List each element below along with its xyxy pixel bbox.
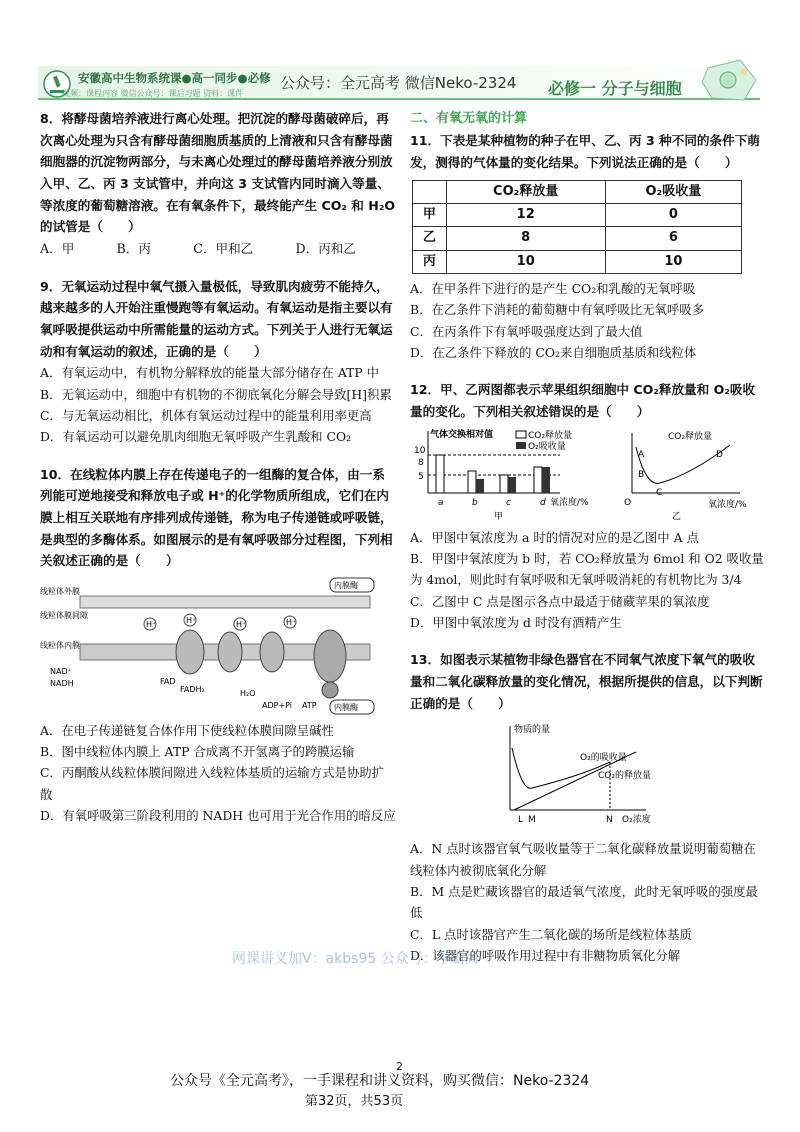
- left-column: [40, 108, 396, 826]
- q13-stem: 13．如图表示某植物非绿色器官在不同氧气浓度下氧气的吸收量和二氧化碳释放量的变化情况，根据所提供的信息，以下判断正确的是（ ）: [410, 652, 763, 711]
- mid-watermark: 网课讲义加V：akbs95 公众号：学霸阁: [232, 951, 479, 967]
- q11-option-c: C．在丙条件下有氧呼吸强度达到了最大值: [410, 323, 643, 339]
- fig-yi-point: A: [638, 449, 645, 460]
- fig10-intermembrane-label: 线粒体膜间隙: [40, 610, 88, 620]
- fig-yi-point: D: [716, 449, 723, 460]
- table-cell: 乙: [413, 227, 447, 250]
- fig13-curve-o2: O₂的吸收量: [580, 753, 627, 764]
- q8-option-b: B．丙: [116, 240, 151, 256]
- section-title: 二、有氧无氧的计算: [410, 111, 528, 126]
- module-title: 必修一 分子与细胞: [548, 79, 682, 98]
- q8-option-a: A．甲: [40, 240, 75, 256]
- q11-option-d: D．在乙条件下释放的 CO₂来自细胞质基质和线粒体: [410, 345, 697, 361]
- header-title: 安徽高中生物系统课●高一同步●必修: [78, 71, 271, 85]
- q8-stem: 8．将酵母菌培养液进行离心处理。把沉淀的酵母菌破碎后，再次离心处理为只含有酵母菌细胞质基质的上清液和只含有酵母菌细胞器的沉淀物两部分，与未离心处理过的酵母菌培养液分别放入甲、乙、丙 3 支试管中，并向这 3 支试管内同时滴入等量、等浓度的葡萄糖溶液。在有氧条件下，最终能产生 CO₂ 和 H₂O 的试管是（ ）: [40, 111, 396, 235]
- fig-yi-origin: O: [624, 497, 632, 508]
- table-cell: 0: [605, 204, 741, 227]
- q9-option-c: C．与无氧运动相比，机体有氧运动过程中的能量利用率更高: [40, 407, 372, 423]
- svg-text:H⁺: H⁺: [146, 619, 157, 629]
- right-column: [410, 108, 766, 966]
- q9-stem: 9．无氧运动过程中氧气摄入量极低，导致肌肉疲劳不能持久，越来越多的人开始注重慢跑等有氧运动。有氧运动是指主要以有氧呼吸提供运动中所需能量的运动方式。下列关于人进行无氧运动和有氧运动的叙述，正确的是（ ）: [40, 278, 393, 359]
- fig10-fad-label: FAD: [160, 676, 176, 686]
- fig-jia-ytick: 5: [418, 471, 424, 482]
- q9-option-d: D．有氧运动可以避免肌肉细胞无氧呼吸产生乳酸和 CO₂: [40, 429, 352, 445]
- svg-text:H⁺: H⁺: [286, 617, 297, 627]
- q13-option-b: B．M 点是贮藏该器官的最适氧气浓度，此时无氧呼吸的强度最低: [410, 884, 758, 921]
- fig10-nadh-label: NADH: [50, 678, 74, 688]
- fig-jia-xlabel: d: [540, 497, 546, 508]
- q11-option-a: A．在甲条件下进行的是产生 CO₂和乳酸的无氧呼吸: [410, 281, 696, 297]
- q11-stem: 11．下表是某种植物的种子在甲、乙、丙 3 种不同的条件下萌发，测得的气体量的变化结果。下列说法正确的是（ ）: [410, 133, 760, 171]
- header-subtitle: 视频：课程内容 微信公众号：课后习题 资料：课件: [62, 89, 244, 98]
- fig-jia-legend-co2: CO₂释放量: [528, 430, 572, 441]
- table-cell: 8: [446, 227, 605, 250]
- fig-yi-caption: 乙: [672, 511, 682, 522]
- fig10-nad-label: NAD⁺: [50, 666, 72, 676]
- fig-jia-ylabel: 气体交换相对值: [430, 429, 494, 440]
- q9-option-a: A．有氧运动中，有机物分解释放的能量大部分储存在 ATP 中: [40, 365, 380, 381]
- q12-option-a: A．甲图中氧浓度为 a 时的情况对应的是乙图中 A 点: [410, 529, 699, 545]
- table-cell: 10: [605, 250, 741, 273]
- q12-option-b: B．甲图中氧浓度为 b 时，若 CO₂释放量为 6mol 和 O2 吸收量为 4mol，则此时有氧呼吸和无氧呼吸消耗的有机物比为 3/4: [410, 551, 764, 588]
- table-header-cell: CO₂释放量: [446, 180, 605, 203]
- q10-stem: 10．在线粒体内膜上存在传递电子的一组酶的复合体，由一系列能可逆地接受和释放电子或 H⁺的化学物质所组成，它们在内膜上相互关联地有序排列成传递链，称为电子传递链或呼吸链，是典型的多酶体系。如图展示的是有氧呼吸部分过程图，下列相关叙述正确的是（ ）: [40, 466, 393, 569]
- table-cell: 丙: [413, 250, 447, 273]
- footer-line-1: 公众号《全元高考》，一手课程和讲义资料，购买微信：Neko-2324: [170, 1073, 590, 1089]
- q12-stem: 12．甲、乙两图都表示苹果组织细胞中 CO₂释放量和 O₂吸收量的变化。下列相关叙述错误的是（ ）: [410, 382, 756, 420]
- fig-jia-caption: 甲: [494, 511, 504, 522]
- fig-jia-xlabel: a: [438, 497, 444, 508]
- fig-yi-label: CO₂释放量: [668, 431, 712, 442]
- footer-line-2: 第32页，共53页: [305, 1094, 404, 1109]
- fig-jia-xaxis: 氧浓度/%: [550, 497, 589, 508]
- table-row: [413, 204, 742, 227]
- table-header-row: [413, 180, 742, 203]
- fig10-atp-label: ATP: [302, 700, 317, 710]
- fig-yi-xaxis: 氧浓度/%: [708, 499, 747, 510]
- q10-option-d: D．有氧呼吸第三阶段利用的 NADH 也可用于光合作用的暗反应: [40, 808, 396, 824]
- q11-table: [412, 180, 742, 274]
- fig-jia-ytick: 8: [418, 457, 424, 468]
- q10-option-c: C．丙酮酸从线粒体膜间隙进入线粒体基质的运输方式是协助扩散: [40, 765, 385, 802]
- q12-option-c: C．乙图中 C 点是图示各点中最适于储藏苹果的氧浓度: [410, 593, 710, 609]
- fig10-enzyme-label-bottom: 内膜酶: [334, 702, 358, 712]
- electron-transport-figure: [40, 576, 380, 716]
- svg-text:H⁺: H⁺: [186, 615, 197, 625]
- page-number: 2: [396, 1060, 403, 1073]
- table-cell: 10: [446, 250, 605, 273]
- table-row: [413, 250, 742, 273]
- q10-option-a: A．在电子传递链复合体作用下使线粒体膜间隙呈碱性: [40, 722, 334, 738]
- table-header-cell: [413, 180, 447, 203]
- header-watermark: 公众号：全元高考 微信Neko-2324: [280, 74, 517, 92]
- q13-option-c: C．L 点时该器官产生二氧化碳的场所是线粒体基质: [410, 926, 692, 942]
- table-cell: 甲: [413, 204, 447, 227]
- fig13-ylabel: 物质的量: [514, 725, 551, 736]
- page-header: [0, 0, 800, 108]
- q11-option-b: B．在乙条件下消耗的葡萄糖中有氧呼吸比无氧呼吸多: [410, 302, 705, 318]
- fig10-inner-membrane-label: 线粒体内膜: [40, 640, 80, 650]
- q13-figure: [410, 718, 760, 834]
- svg-text:H⁺: H⁺: [236, 619, 247, 629]
- fig10-adp-label: ADP+Pi: [262, 700, 293, 710]
- table-row: [413, 227, 742, 250]
- q9-option-b: B．无氧运动中，细胞中有机物的不彻底氧化分解会导致[H]积累: [40, 386, 392, 402]
- fig10-fadh2-label: FADH₂: [180, 684, 205, 694]
- fig10-h2o-label: H₂O: [240, 688, 256, 698]
- q10-option-b: B．图中线粒体内膜上 ATP 合成离不开氢离子的跨膜运输: [40, 744, 355, 760]
- q8-option-d: D．丙和乙: [295, 240, 356, 256]
- q13-option-a: A．N 点时该器官氧气吸收量等于二氧化碳释放量说明葡萄糖在线粒体内被彻底氧化分解: [410, 841, 756, 878]
- cell-art-icon: [700, 58, 760, 104]
- q12-figures: [410, 427, 760, 523]
- fig10-enzyme-label-top: 内膜酶: [334, 580, 358, 590]
- fig-yi-point: B: [638, 469, 645, 480]
- table-cell: 6: [605, 227, 741, 250]
- fig-jia-xlabel: b: [472, 497, 478, 508]
- fig-yi-point: C: [656, 487, 663, 498]
- fig10-outer-membrane-label: 线粒体外膜: [40, 586, 80, 596]
- fig13-curve-co2: CO₂的释放量: [598, 771, 651, 782]
- q13-option-d: D．该器官的呼吸作用过程中有非糖物质氧化分解: [410, 947, 681, 963]
- fig13-xaxis: O₂浓度: [622, 815, 651, 826]
- fig13-xtick: N: [606, 815, 613, 826]
- table-header-cell: O₂吸收量: [605, 180, 741, 203]
- q8-options: [40, 238, 396, 260]
- table-cell: 12: [446, 204, 605, 227]
- fig-jia-legend-o2: O₂吸收量: [528, 441, 566, 452]
- fig13-xtick: M: [528, 815, 536, 826]
- q12-option-d: D．甲图中氧浓度为 d 时没有酒精产生: [410, 615, 622, 631]
- fig-jia-xlabel: c: [506, 497, 511, 508]
- fig-jia-ytick: 10: [414, 445, 426, 456]
- fig13-xtick: L: [518, 815, 524, 826]
- q8-option-c: C．甲和乙: [193, 240, 254, 256]
